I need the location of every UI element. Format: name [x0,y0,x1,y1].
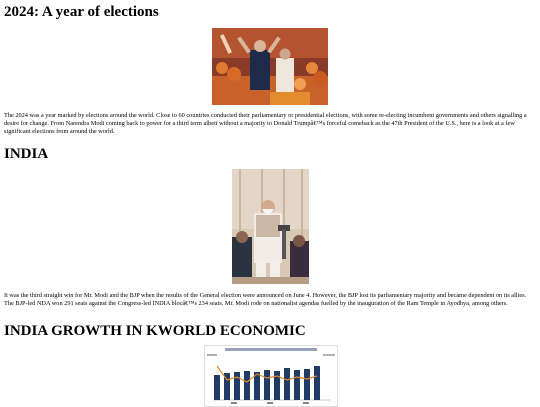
intro-paragraph: The 2024 was a year marked by elections around the world. Close to 60 countries conducted their parliamentary or presidential elections, with some re-electing incumbent governments and others signalling a desire for change. From Narendra Modi coming back to power for a third term albeit without a majority to Donald Trumpâ€™s forceful comeback as the 47th President of the U.S., here is a look at a few significant elections from around the world. [4,112,527,135]
hero-photo [212,28,328,105]
modi-photo [232,169,309,284]
page-title: 2024: A year of elections [4,4,159,20]
india-paragraph: It was the third straight win for Mr. Modi and the BJP when the results of the General election were announced on June 4. However, the BJP lost its parliamentary majority and became dependent on its allies. The BJP-led NDA won 291 seats against the Congress-led INDIA blocâ€™s 234 seats. Mr. Modi rode on nationalist agendas fuelled by the inauguration of the Ram Temple in Ayodhya, among others. [4,292,527,307]
india-heading: INDIA [4,146,49,162]
growth-heading: INDIA GROWTH IN KWORLD ECONOMIC [4,323,306,339]
growth-chart-image [204,345,338,407]
